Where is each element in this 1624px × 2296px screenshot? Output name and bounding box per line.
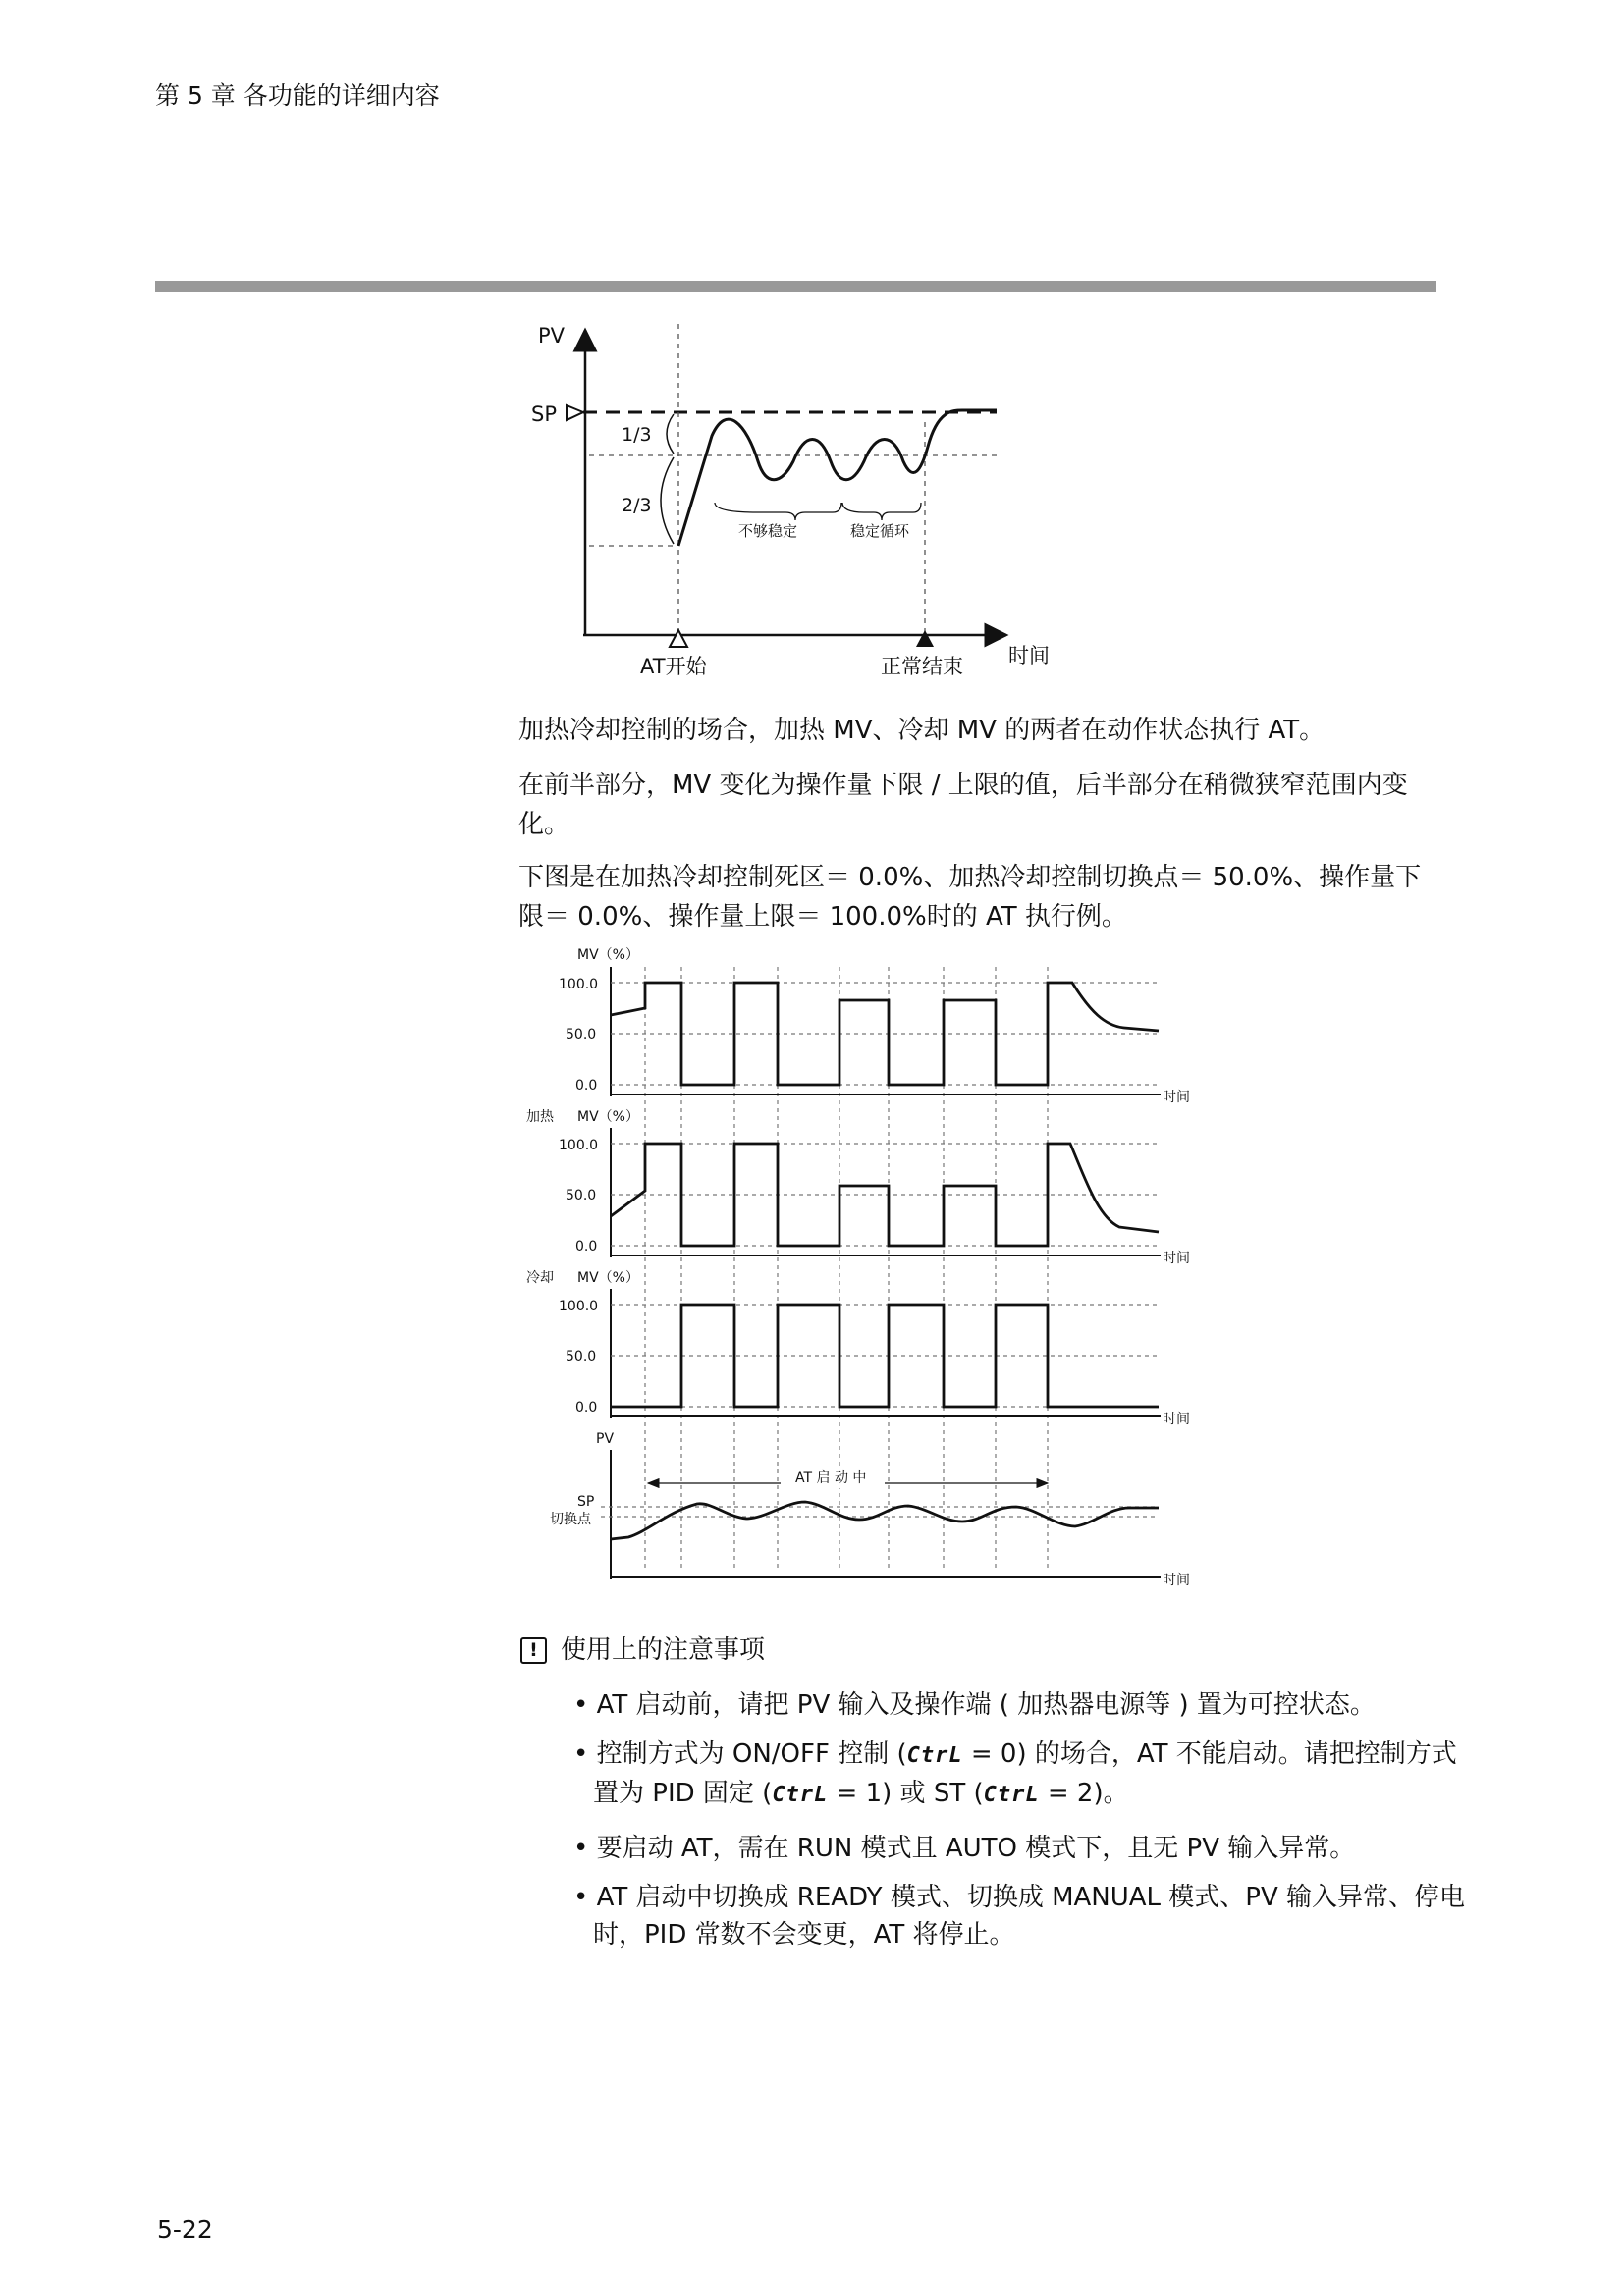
heat-tick-0: 0.0 — [575, 1239, 598, 1255]
heat-mv-label: MV（%） — [577, 1109, 639, 1125]
cool-tick-100: 100.0 — [559, 1299, 599, 1314]
page-number: 5-22 — [157, 2216, 213, 2244]
pv-label: PV — [538, 324, 566, 347]
cool-tick-50: 50.0 — [566, 1349, 597, 1364]
mv-label: MV（%） — [577, 947, 639, 963]
ctrl-code-3: CtrL — [983, 1783, 1040, 1807]
cool-mv-label: MV（%） — [577, 1270, 639, 1286]
note-bullet-4: • AT 启动中切换成 READY 模式、切换成 MANUAL 模式、PV 输入异常、停电时，PID 常数不会变更，AT 将停止。 — [573, 1883, 1466, 1949]
third2-label: 2/3 — [622, 495, 652, 516]
heat-time-label: 时间 — [1163, 1251, 1190, 1266]
usage-notes-heading — [520, 1632, 765, 1668]
stable-label: 稳定循环 — [850, 522, 910, 540]
usage-notes-title: 使用上的注意事项 — [561, 1635, 766, 1665]
heat-tick-100: 100.0 — [559, 1138, 599, 1153]
note-bullet-2: • 控制方式为 ON/OFF 控制 (CtrL = 0) 的场合，AT 不能启动。请把控制方式置为 PID 固定 (CtrL = 1) 或 ST (CtrL = 2)。 — [573, 1739, 1457, 1808]
mv-tick-50: 50.0 — [566, 1027, 597, 1042]
normal-end-label: 正常结束 — [881, 655, 963, 678]
paragraph-2: 在前半部分，MV 变化为操作量下限 / 上限的值，后半部分在稍微狭窄范围内变化。 — [518, 771, 1408, 839]
third1-label: 1/3 — [622, 424, 652, 446]
heat-tick-50: 50.0 — [566, 1188, 597, 1203]
switch-point-label: 切换点 — [550, 1512, 591, 1527]
mv-tick-0: 0.0 — [575, 1078, 598, 1094]
ctrl-code-2: CtrL — [772, 1783, 829, 1807]
paragraph-1: 加热冷却控制的场合，加热 MV、冷却 MV 的两者在动作状态执行 AT。 — [518, 716, 1326, 745]
unstable-label: 不够稳定 — [738, 522, 798, 540]
heat-label: 加热 — [526, 1109, 554, 1125]
cool-label: 冷却 — [526, 1270, 554, 1286]
ctrl-code-1: CtrL — [906, 1743, 963, 1768]
time-label: 时间 — [1008, 644, 1050, 667]
pv2-time-label: 时间 — [1163, 1573, 1190, 1588]
sp2-label: SP — [577, 1494, 595, 1510]
sp-label: SP — [531, 402, 557, 426]
mv-time-label: 时间 — [1163, 1090, 1190, 1105]
note-bullet-1: • AT 启动前，请把 PV 输入及操作端 ( 加热器电源等 ) 置为可控状态。 — [573, 1690, 1376, 1720]
cool-tick-0: 0.0 — [575, 1400, 598, 1415]
chapter-header: 第 5 章 各功能的详细内容 — [155, 81, 440, 110]
at-running-label: AT 启 动 中 — [795, 1470, 867, 1486]
cool-time-label: 时间 — [1163, 1412, 1190, 1427]
mv-tick-100: 100.0 — [559, 977, 599, 992]
at-start-label: AT开始 — [640, 655, 707, 678]
pv2-trace — [611, 1502, 1159, 1539]
caution-icon: ! — [520, 1637, 547, 1664]
note-bullet-3: • 要启动 AT，需在 RUN 模式且 AUTO 模式下，且无 PV 输入异常。 — [573, 1834, 1356, 1863]
paragraph-3: 下图是在加热冷却控制死区＝ 0.0%、加热冷却控制切换点＝ 50.0%、操作量下限＝ 0.0%、操作量上限＝ 100.0%时的 AT 执行例。 — [518, 863, 1422, 932]
pv2-label: PV — [596, 1431, 615, 1447]
